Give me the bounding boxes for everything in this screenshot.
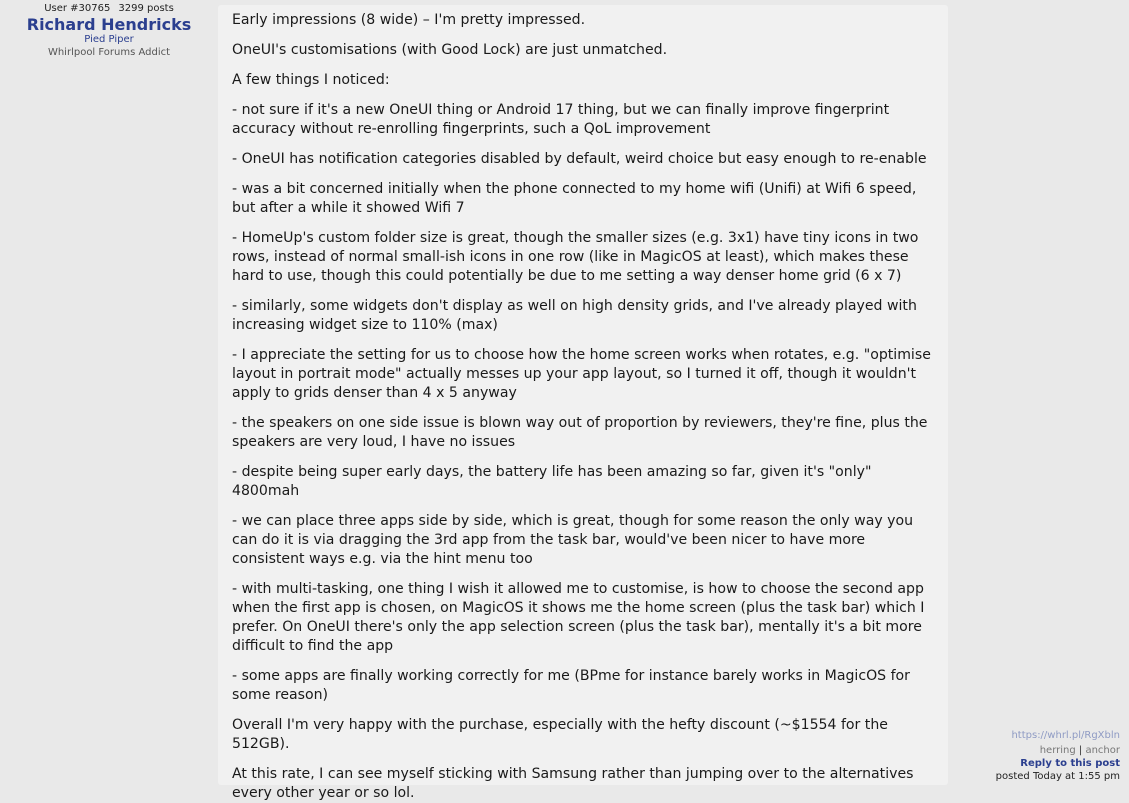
post-paragraph: - with multi-tasking, one thing I wish it allowed me to customise, is how to choose the second app when the first app is chosen, on MagicOS it shows me the home screen (plus the task bar) which I prefer. On OneUI there's only the app selection screen (plus the task bar), mentally it's a bit more difficult to find the app [232,581,925,654]
user-post-count: 3299 posts [118,3,174,14]
user-number: User #30765 [44,3,111,14]
post-paragraph: - the speakers on one side issue is blown way out of proportion by reviewers, they're fine, plus the speakers are very loud, I have no issues [232,415,928,450]
post-paragraph: - not sure if it's a new OneUI thing or Android 17 thing, but we can finally improve fingerprint accuracy without re-enrolling fingerprints, such a QoL improvement [232,102,890,137]
post-paragraph: - similarly, some widgets don't display as well on high density grids, and I've already played with increasing widget size to 110% (max) [232,298,917,333]
user-name-link[interactable]: Richard Hendricks [26,15,192,34]
post-paragraph: - HomeUp's custom folder size is great, though the smaller sizes (e.g. 3x1) have tiny icons in two rows, instead of normal small-ish icons in one row (like in MagicOS at least), which makes these hard to use, though this could potentially be due to me setting a way denser home grid (6 x 7) [232,230,919,284]
post-footer-column [950,0,1129,785]
post-tools [996,744,1120,757]
tools-separator: | [1078,745,1083,756]
post-paragraph: Early impressions (8 wide) – I'm pretty impressed. [232,12,586,28]
user-title: Whirlpool Forums Addict [47,47,171,58]
post-paragraph: At this rate, I can see myself sticking with Samsung rather than jumping over to the alternatives every other year or so lol. [232,766,914,801]
user-meta [0,3,218,15]
post-paragraph: - we can place three apps side by side, which is great, though for some reason the only way you can do it is via dragging the 3rd app from the task bar, would've been nicer to have more consistent ways e.g. via the hint menu too [232,513,914,567]
user-info-column [0,0,218,785]
user-group: Pied Piper [84,34,134,45]
post-body [218,5,948,801]
anchor-link[interactable]: anchor [1085,745,1120,756]
herring-link[interactable]: herring [1039,745,1076,756]
post-paragraph: A few things I noticed: [232,72,390,88]
post-paragraph: - despite being super early days, the battery life has been amazing so far, given it's "only" 4800mah [232,464,872,499]
reply-button[interactable]: Reply to this post [1020,758,1120,769]
short-link[interactable]: https://whrl.pl/RgXbln [1011,730,1120,741]
post-footer [996,729,1120,783]
post-paragraph: OneUI's customisations (with Good Lock) are just unmatched. [232,42,668,58]
post-paragraph: - I appreciate the setting for us to choose how the home screen works when rotates, e.g. "optimise layout in portrait mode" actually messes up your app layout, so I turned it off, though it wouldn't apply to grids denser than 4 x 5 anyway [232,347,931,401]
post-paragraph: Overall I'm very happy with the purchase, especially with the hefty discount (~$1554 for the 512GB). [232,717,888,752]
post-paragraph: - was a bit concerned initially when the phone connected to my home wifi (Unifi) at Wifi 6 speed, but after a while it showed Wifi 7 [232,181,917,216]
post-paragraph: - OneUI has notification categories disabled by default, weird choice but easy enough to re-enable [232,151,927,167]
posted-timestamp: posted Today at 1:55 pm [995,771,1120,782]
post-paragraph: - some apps are finally working correctly for me (BPme for instance barely works in MagicOS for some reason) [232,668,910,703]
